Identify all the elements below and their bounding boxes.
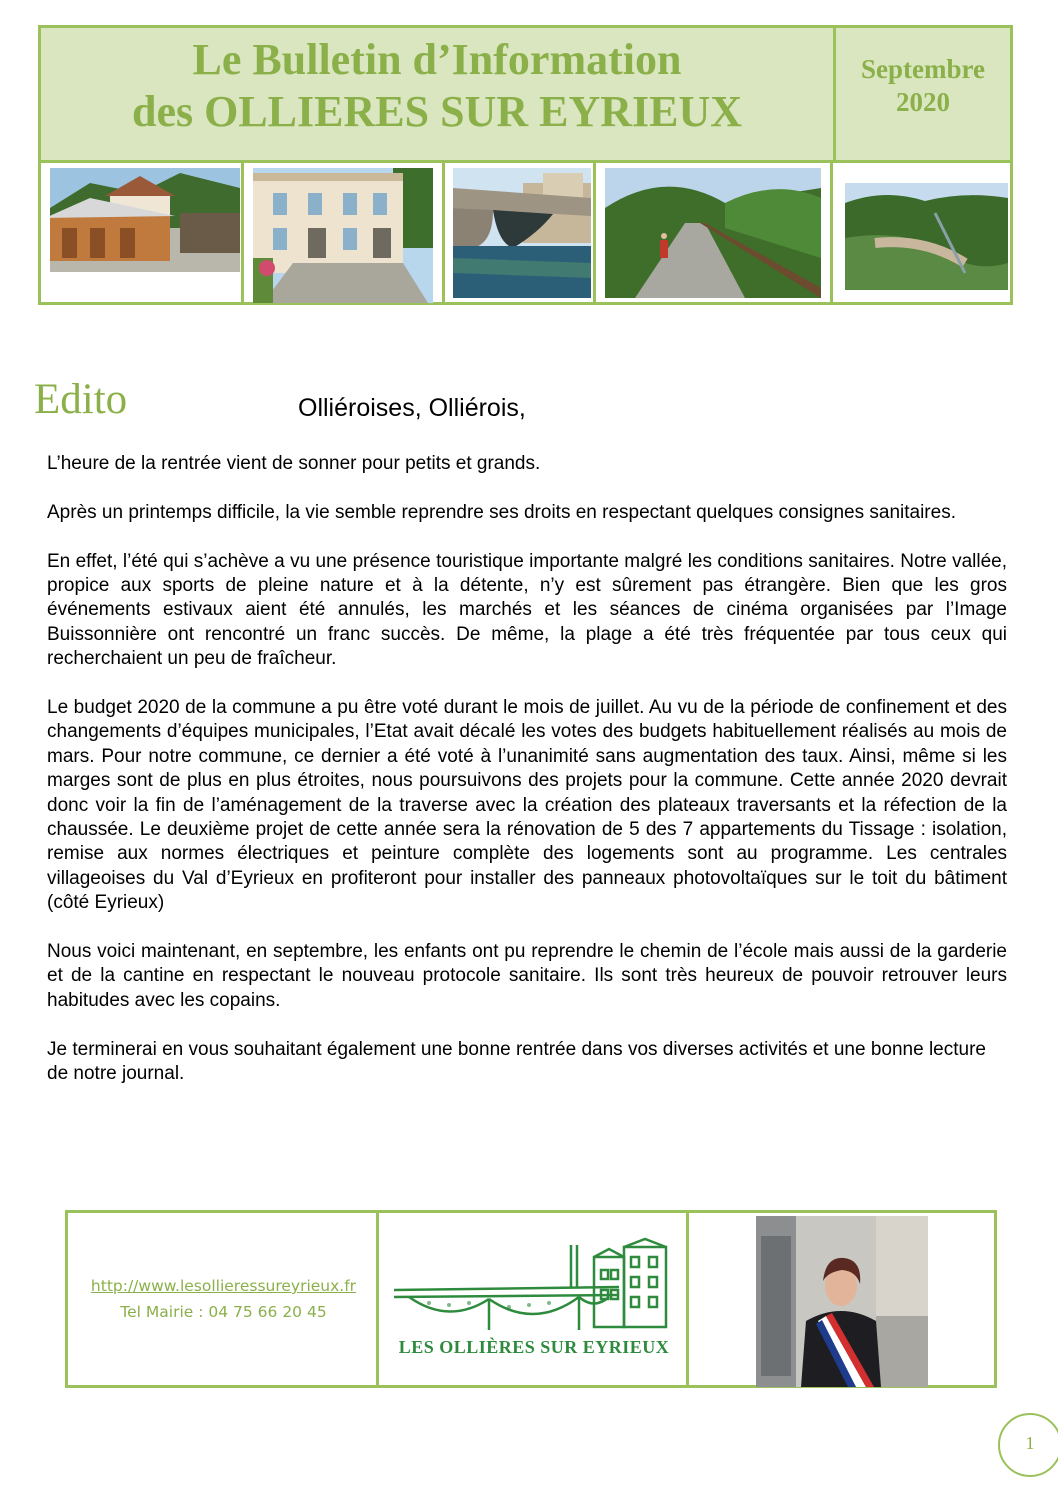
- logo-cell: [379, 1213, 689, 1385]
- edito-paragraph: Nous voici maintenant, en septembre, les enfants ont pu reprendre le chemin de l’école mais aussi de la garderie et de la cantine en respectant le nouveau protocole sanitaire. Ils sont très heureux de pouvoir retrouver leurs habitudes avec les copains.: [47, 941, 1007, 1011]
- edito-paragraph: Le budget 2020 de la commune a pu être voté durant le mois de juillet. Au vu de la période de confinement et des changements d’équipes municipales, l’Etat avait décalé les votes des budgets habituellement réalisés au mois de mars. Pour notre commune, ce dernier a été voté à l’unanimité sans augmentation des taux. Ainsi, même si les marges sont de plus en plus étroites, nous poursuivons des projets pour la commune. Cette année 2020 devrait donc voir la fin de l’aménagement de la traverse avec la création des plateaux traversants et la réfection de la chaussée. Le deuxième projet de cette année sera la rénovation de 5 des 7 appartements du Tissage : isolation, remise aux normes électriques et peinture complète des logements sont au programme. Les centrales villageoises du Val d’Eyrieux en profiteront pour installer des panneaux photovoltaïques sur le toit du bâtiment (côté Eyrieux): [47, 697, 1007, 914]
- date-cell: [836, 28, 1010, 163]
- edito-greeting: Olliéroises, Olliérois,: [298, 394, 526, 422]
- edito-paragraph: Je terminerai en vous souhaitant également une bonne rentrée dans vos diverses activités et une bonne lecture de notre journal.: [47, 1038, 986, 1085]
- photo-cell-2: [244, 163, 445, 302]
- issue-month: Septembre: [861, 54, 985, 84]
- mairie-phone: Tel Mairie : 04 75 66 20 45: [120, 1303, 327, 1321]
- photo-cell-1: [41, 163, 244, 302]
- contact-cell: [68, 1213, 379, 1385]
- bulletin-header: [38, 25, 1013, 305]
- gare-building-photo: [50, 168, 240, 272]
- website-link[interactable]: http://www.lesollieressureyrieux.fr: [90, 1277, 357, 1295]
- page-number-badge: [998, 1413, 1058, 1477]
- bridge-river-photo: [453, 168, 591, 298]
- contact-footer: [65, 1210, 997, 1388]
- valley-aerial-photo: [845, 183, 1008, 290]
- edito-paragraph: L’heure de la rentrée vient de sonner pour petits et grands.: [47, 453, 541, 474]
- edito-paragraph: Après un printemps difficile, la vie semble reprendre ses droits en respectant quelques consignes sanitaires.: [47, 501, 956, 523]
- portrait-cell: [689, 1213, 994, 1385]
- edito-heading: Edito: [34, 376, 128, 423]
- bulletin-title-line1: Le Bulletin d’Information: [192, 35, 682, 84]
- edito-paragraph: En effet, l’été qui s’achève a vu une présence touristique importante malgré les conditions sanitaires. Notre vallée, propice aux sports de pleine nature et à la détente, n’y est sûrement pas étrangère. Bien que les gros événements estivaux aient été annulés, les marchés et les séances de cinéma organisées par l’Image Buissonnière ont rencontré un franc succès. De même, la plage a été très fréquentée par tous ceux qui recherchaient un peu de fraîcheur.: [47, 550, 1007, 670]
- photo-cell-4: [596, 163, 833, 302]
- logo-wordmark: LES OLLIÈRES SUR EYRIEUX: [398, 1337, 670, 1357]
- photo-cell-3: [445, 163, 596, 302]
- title-cell: [41, 28, 836, 163]
- bulletin-title-line2: des OLLIERES SUR EYRIEUX: [131, 87, 743, 136]
- cycle-path-photo: [605, 168, 821, 298]
- page-number: 1: [1025, 1433, 1035, 1453]
- mairie-building-photo: [253, 168, 433, 303]
- mayor-portrait-photo: [756, 1216, 928, 1387]
- edito-body: [47, 452, 1007, 1111]
- photo-cell-5: [833, 163, 1010, 302]
- issue-year: 2020: [896, 87, 950, 117]
- photo-strip: [41, 163, 1010, 302]
